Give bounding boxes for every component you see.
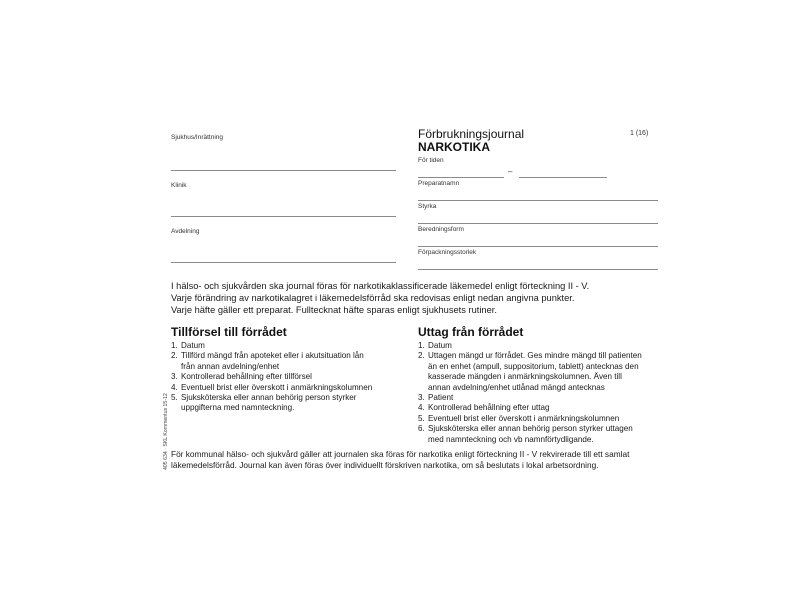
- list-item: 3. Patient: [418, 393, 454, 403]
- form-title: Förbrukningsjournal: [418, 127, 525, 141]
- field-line-styrka[interactable]: [418, 223, 658, 224]
- list-item: 5. Eventuell brist eller överskott i anmärkningskolumnen: [418, 413, 620, 423]
- form-subtitle: NARKOTIKA: [418, 140, 490, 154]
- intro-paragraph: [171, 280, 589, 317]
- field-label-beredningsform: Beredningsform: [418, 226, 464, 233]
- list-item: 3. Kontrollerad behållning efter tillförsel: [171, 372, 312, 382]
- field-line-avdelning[interactable]: [171, 262, 396, 263]
- field-label-klinik: Klinik: [171, 182, 187, 189]
- section-heading-tillforsel: Tillförsel till förrådet: [171, 325, 287, 339]
- list-item: 6. Sjuksköterska eller annan behörig person styrker uttagen med namnteckning och vb namnförtydligande.: [418, 424, 633, 444]
- field-line-for-tiden-to[interactable]: [519, 177, 607, 178]
- field-label-sjukhus: Sjukhus/Inrättning: [171, 134, 224, 141]
- intro-line: Varje häfte gäller ett preparat. Fulltecknat häfte sparas enligt sjukhusets rutiner.: [171, 305, 497, 316]
- intro-line: I hälso- och sjukvården ska journal föras för narkotikaklassificerade läkemedel enligt förteckning II - V.: [171, 281, 590, 291]
- list-item: 1. Datum: [171, 341, 205, 350]
- list-item: 4. Kontrollerad behållning efter uttag: [418, 403, 550, 413]
- field-label-forpackningsstorlek: Förpackningsstorlek: [418, 249, 477, 256]
- field-label-avdelning: Avdelning: [171, 228, 200, 235]
- footer-note-line: läkemedelsförråd. Journal kan även föras över individuellt förskriven narkotika, om så beslutats i lokal arbetsordning.: [171, 460, 599, 471]
- uttag-list: [418, 341, 658, 445]
- footer-note: [171, 449, 629, 471]
- section-heading-uttag: Uttag från förrådet: [418, 325, 524, 339]
- list-item: 5. Sjuksköterska eller annan behörig person styrker uppgifterna med namnteckning.: [171, 393, 357, 413]
- field-line-klinik[interactable]: [171, 216, 396, 217]
- field-line-sjukhus[interactable]: [171, 170, 396, 171]
- list-item: 2. Tillförd mängd från apoteket eller i akutsituation lån från annan avdelning/enhet: [171, 351, 364, 371]
- footer-note-line: För kommunal hälso- och sjukvård gäller att journalen ska föras för narkotika enligt förteckning II - V rekvirerade till ett samlat: [171, 449, 630, 459]
- field-line-beredningsform[interactable]: [418, 246, 658, 247]
- tillforsel-list: [171, 341, 401, 414]
- date-range-dash: –: [508, 167, 513, 176]
- list-item: 2. Uttagen mängd ur förrådet. Ges mindre mängd till patienten än en enhet (ampull, suppositorium, tablett) antecknas den kasserade mängden i anmärkningskolumnen. Även till annan avdelning/enhet utlånad mängd antecknas: [418, 351, 642, 392]
- field-line-for-tiden-from[interactable]: [418, 177, 504, 178]
- side-imprint: 405 634 · SKL Kommentus 15-12: [163, 393, 169, 470]
- list-item: 1. Datum: [418, 341, 452, 350]
- field-label-for-tiden: För tiden: [418, 157, 444, 164]
- list-item: 4. Eventuell brist eller överskott i anmärkningskolumnen: [171, 382, 373, 392]
- field-label-preparatnamn: Preparatnamn: [418, 180, 460, 187]
- field-line-preparatnamn[interactable]: [418, 200, 658, 201]
- page-number: 1 (16): [630, 130, 649, 137]
- field-label-styrka: Styrka: [418, 203, 437, 210]
- field-line-forpackningsstorlek[interactable]: [418, 269, 658, 270]
- intro-line: Varje förändring av narkotikalagret i läkemedelsförråd ska redovisas enligt nedan angivna punkter.: [171, 293, 575, 304]
